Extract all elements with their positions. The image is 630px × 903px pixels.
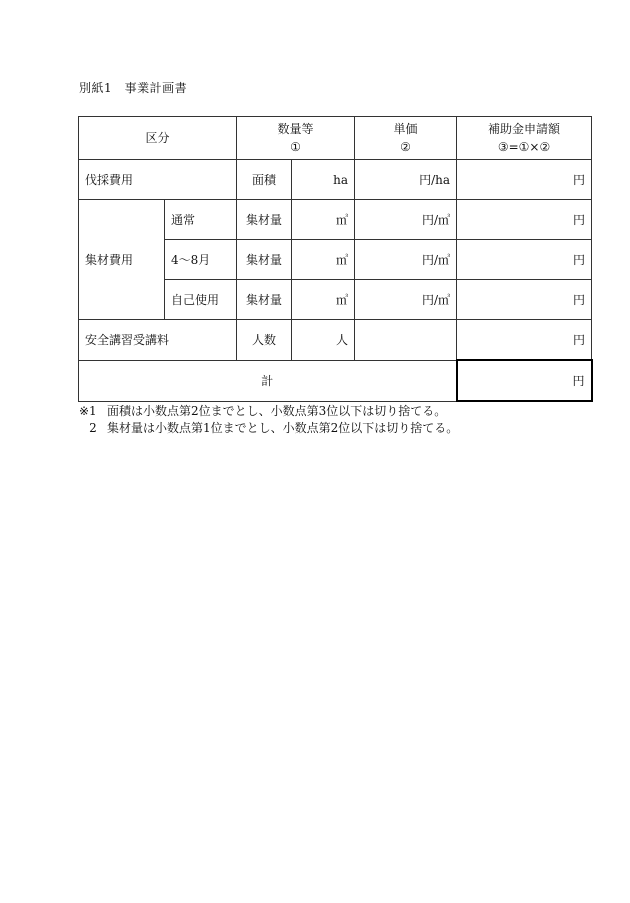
table-row — [79, 360, 592, 401]
safety-measure: 人数 — [237, 320, 292, 361]
table-row — [79, 320, 592, 361]
felling-label: 伐採費用 — [79, 160, 237, 200]
note-mark: 2 — [89, 421, 97, 435]
document-title: 別紙1 事業計画書 — [79, 81, 188, 95]
note-text: 面積は小数点第2位までとし、小数点第3位以下は切り捨てる。 — [107, 404, 447, 418]
note-text: 集材量は小数点第1位までとし、小数点第2位以下は切り捨てる。 — [107, 421, 459, 435]
felling-measure: 面積 — [237, 160, 292, 200]
collection-unit-price: 円/㎥ — [355, 240, 457, 280]
safety-label: 安全講習受講料 — [79, 320, 237, 361]
safety-unit-price — [355, 320, 457, 361]
note-mark: ※1 — [79, 404, 97, 418]
collection-measure: 集材量 — [237, 200, 292, 240]
safety-amount: 円 — [457, 320, 592, 361]
notes — [79, 403, 458, 437]
header-quantity: 数量等 ① — [237, 117, 355, 160]
safety-unit: 人 — [292, 320, 355, 361]
header-unit-price: 単価 ② — [355, 117, 457, 160]
note-item — [79, 420, 458, 437]
collection-amount: 円 — [457, 280, 592, 320]
collection-measure: 集材量 — [237, 240, 292, 280]
collection-sub-label: 通常 — [165, 200, 237, 240]
collection-unit: ㎥ — [292, 200, 355, 240]
collection-unit: ㎥ — [292, 240, 355, 280]
business-plan-table — [78, 116, 593, 402]
collection-amount: 円 — [457, 240, 592, 280]
collection-amount: 円 — [457, 200, 592, 240]
collection-measure: 集材量 — [237, 280, 292, 320]
total-amount: 円 — [457, 360, 592, 401]
total-label: 計 — [79, 360, 457, 401]
table-row — [79, 160, 592, 200]
collection-unit-price: 円/㎥ — [355, 280, 457, 320]
felling-unit: ha — [292, 160, 355, 200]
collection-unit-price: 円/㎥ — [355, 200, 457, 240]
collection-sub-label: 4～8月 — [165, 240, 237, 280]
header-category: 区分 — [79, 117, 237, 160]
collection-unit: ㎥ — [292, 280, 355, 320]
note-item — [79, 403, 458, 420]
felling-unit-price: 円/ha — [355, 160, 457, 200]
collection-sub-label: 自己使用 — [165, 280, 237, 320]
collection-label: 集材費用 — [79, 200, 165, 320]
header-subsidy-amount: 補助金申請額 ③=①×② — [457, 117, 592, 160]
table-row — [79, 200, 592, 240]
table-header-row — [79, 117, 592, 160]
felling-amount: 円 — [457, 160, 592, 200]
